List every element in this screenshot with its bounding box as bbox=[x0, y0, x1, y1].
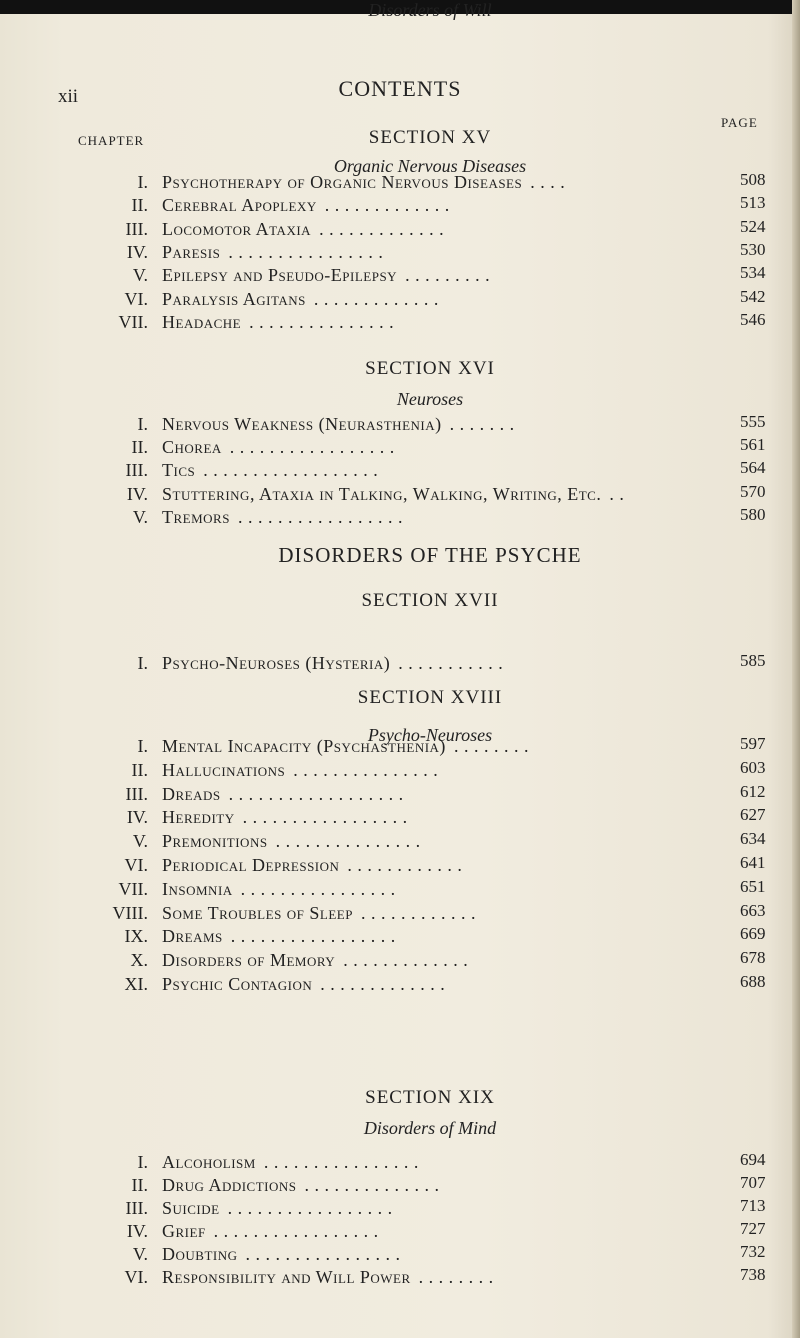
leader-dots: . . . . . . . . bbox=[418, 1267, 494, 1287]
page-ref: 651 bbox=[740, 876, 766, 896]
chapter-title-text: Psychic Contagion bbox=[162, 974, 313, 994]
leader-dots: . . . . . . . . . . . . . . . . bbox=[240, 878, 396, 899]
chapter-title-text: Grief bbox=[162, 1221, 206, 1241]
chapter-title bbox=[162, 653, 503, 674]
leader-dots: . . . . . . . . . . . . . . . . . bbox=[230, 926, 396, 947]
chapter-number: V. bbox=[132, 506, 148, 527]
chapter-title bbox=[162, 484, 624, 505]
toc-entry bbox=[0, 195, 800, 217]
chapter-title-text: Dreams bbox=[162, 926, 223, 947]
chapter-number: VI. bbox=[124, 1267, 148, 1287]
page-ref: 530 bbox=[740, 239, 766, 259]
toc-entry bbox=[0, 781, 800, 806]
toc-entry bbox=[0, 239, 800, 264]
chapter-number: VI. bbox=[124, 855, 148, 875]
section-heading: SECTION XVIII bbox=[357, 687, 503, 708]
section-heading: SECTION XVI bbox=[365, 358, 495, 379]
section-subtitle: Psycho-Neuroses bbox=[367, 725, 493, 745]
chapter-number: I. bbox=[137, 1152, 148, 1172]
section-subtitle: Disorders of Mind bbox=[363, 1118, 497, 1138]
leader-dots: . . . . . . . bbox=[449, 414, 515, 434]
chapter-title-text: Stuttering, Ataxia in Talking, Walking, Writing, Etc. bbox=[162, 483, 602, 504]
chapter-title bbox=[162, 879, 396, 900]
leader-dots: . . . . . . . . . . . . . . . bbox=[249, 311, 395, 332]
toc-entry bbox=[0, 309, 800, 334]
leader-dots: . . . . . . . . . . . . . bbox=[324, 195, 450, 216]
chapter-title-text: Insomnia bbox=[162, 878, 233, 899]
leader-dots: . . . . . . . . . . . . . . . . bbox=[245, 1244, 401, 1264]
chapter-title bbox=[162, 855, 462, 876]
chapter-number: IV. bbox=[126, 1221, 148, 1241]
chapter-title bbox=[162, 784, 404, 805]
chapter-title bbox=[162, 1152, 419, 1173]
chapter-title bbox=[162, 460, 378, 481]
chapter-number: I. bbox=[137, 736, 148, 756]
chapter-title bbox=[162, 926, 396, 947]
chapter-title-text: Chorea bbox=[162, 437, 222, 458]
chapter-title-text: Headache bbox=[162, 311, 242, 332]
leader-dots: . . . . . . . . . . . . . . . bbox=[275, 831, 421, 852]
leader-dots: . . . . . . . . . . . . . . . . . . bbox=[203, 460, 379, 481]
chapter-number: IV. bbox=[126, 807, 148, 828]
chapter-number: III. bbox=[125, 460, 148, 481]
toc-entry bbox=[0, 736, 800, 758]
chapter-number: IX. bbox=[124, 926, 148, 947]
chapter-title bbox=[162, 312, 394, 333]
leader-dots: . . . . . . . . . . . bbox=[398, 653, 504, 673]
page-ref: 732 bbox=[740, 1242, 766, 1261]
toc-entry bbox=[0, 1175, 800, 1197]
leader-dots: . . . . . . . . . . . . . . . . bbox=[263, 1152, 419, 1172]
chapter-title-text: Tics bbox=[162, 460, 196, 481]
chapter-title bbox=[162, 1198, 393, 1219]
chapter-title-text: Mental Incapacity (Psychasthenia) bbox=[162, 736, 446, 756]
toc-entry bbox=[0, 950, 800, 972]
page-ref: 641 bbox=[740, 853, 766, 872]
chapter-title bbox=[162, 195, 450, 216]
chapter-number: I. bbox=[137, 653, 148, 673]
chapter-title-text: Cerebral Apoplexy bbox=[162, 195, 317, 216]
chapter-number: VII. bbox=[118, 878, 148, 899]
chapter-title-text: Disorders of Memory bbox=[162, 950, 336, 971]
leader-dots: . . . . . . . . . . . . . . . . . bbox=[242, 807, 408, 828]
page-ref: 524 bbox=[740, 216, 766, 236]
chapter-title-text: Premonitions bbox=[162, 831, 268, 852]
leader-dots: . . . . . . . . . . . . . bbox=[343, 950, 469, 971]
page-ref: 585 bbox=[740, 651, 766, 670]
leader-dots: . . . . . . . . . . . . . . . . . . bbox=[228, 783, 404, 804]
page-ref: 727 bbox=[740, 1219, 766, 1238]
chapter-title-text: Nervous Weakness (Neurasthenia) bbox=[162, 414, 442, 434]
chapter-number: I. bbox=[137, 414, 148, 434]
chapter-title bbox=[162, 414, 515, 435]
chapter-title bbox=[162, 172, 565, 193]
page-ref: 561 bbox=[740, 435, 766, 455]
toc-entry bbox=[0, 460, 800, 482]
leader-dots: . . . . . . . . . . . . . bbox=[313, 288, 439, 309]
part-heading: DISORDERS OF THE PSYCHE bbox=[278, 543, 582, 567]
leader-dots: . . . . . . . . . . . . . . bbox=[304, 1175, 440, 1195]
toc-entry bbox=[0, 876, 800, 901]
toc-entry bbox=[0, 974, 800, 996]
chapter-title bbox=[162, 736, 529, 757]
page-ref: 546 bbox=[740, 309, 766, 329]
chapter-title-text: Some Troubles of Sleep bbox=[162, 902, 353, 923]
chapter-title-text: Periodical Depression bbox=[162, 855, 340, 875]
page-ref: 669 bbox=[740, 924, 766, 944]
chapter-title-text: Paralysis Agitans bbox=[162, 288, 306, 309]
page-ref: 713 bbox=[740, 1196, 766, 1215]
chapter-number: V. bbox=[132, 1244, 148, 1264]
toc-entry bbox=[0, 900, 800, 925]
chapter-number: II. bbox=[131, 759, 148, 780]
chapter-number: V. bbox=[132, 265, 148, 286]
chapter-title-text: Paresis bbox=[162, 241, 221, 262]
chapter-title-text: Suicide bbox=[162, 1198, 220, 1218]
page-ref: 508 bbox=[740, 170, 766, 189]
leader-dots: . . . . . . . . . . . . bbox=[360, 902, 476, 923]
chapter-title bbox=[162, 1175, 440, 1196]
toc-entry bbox=[0, 757, 800, 782]
section-heading: SECTION XIX bbox=[365, 1087, 495, 1108]
chapter-number: VI. bbox=[124, 288, 148, 309]
chapter-number: X. bbox=[130, 950, 148, 971]
page-ref: 603 bbox=[740, 757, 766, 777]
chapter-title bbox=[162, 265, 490, 286]
leader-dots: . . . . . . . . . . . . bbox=[347, 855, 463, 875]
chapter-title bbox=[162, 1221, 379, 1242]
toc-entry bbox=[0, 265, 800, 287]
chapter-number: IV. bbox=[126, 483, 148, 504]
chapter-title bbox=[162, 507, 403, 528]
page-ref: 694 bbox=[740, 1150, 766, 1169]
chapter-title bbox=[162, 903, 476, 924]
chapter-number: XI. bbox=[124, 974, 148, 994]
toc-entry bbox=[0, 504, 800, 529]
leader-dots: . . . . . . . . . . . . . . . . . bbox=[237, 506, 403, 527]
toc-entry bbox=[0, 653, 800, 675]
page-ref: 738 bbox=[740, 1265, 766, 1284]
chapter-number: V. bbox=[132, 831, 148, 852]
section-heading: SECTION XVII bbox=[361, 590, 499, 611]
chapter-title bbox=[162, 807, 408, 828]
chapter-title-text: Hallucinations bbox=[162, 759, 286, 780]
section-subtitle: Organic Nervous Diseases bbox=[333, 156, 527, 176]
section-heading: SECTION XV bbox=[368, 127, 492, 148]
chapter-title bbox=[162, 1244, 401, 1265]
page-ref: 663 bbox=[740, 900, 766, 920]
chapter-title bbox=[162, 974, 445, 995]
chapter-title-text: Locomotor Ataxia bbox=[162, 218, 312, 239]
page-number: xii bbox=[58, 86, 79, 107]
leader-dots: . . . . . . . . . . . . . . . . . bbox=[227, 1198, 393, 1218]
chapter-title-text: Tremors bbox=[162, 506, 230, 527]
chapter-title bbox=[162, 1267, 494, 1288]
chapter-number: III. bbox=[125, 783, 148, 804]
page-ref: 570 bbox=[740, 481, 766, 501]
leader-dots: . . . . . . . . bbox=[453, 736, 529, 756]
leader-dots: . . . . bbox=[530, 172, 566, 192]
page-ref: 678 bbox=[740, 948, 766, 968]
chapter-title bbox=[162, 289, 439, 310]
toc-entry bbox=[0, 216, 800, 241]
leader-dots: . . . . . . . . . . . . . . . . . bbox=[229, 437, 395, 458]
chapter-title-text: Heredity bbox=[162, 807, 235, 828]
toc-entry bbox=[0, 807, 800, 829]
page-ref: 513 bbox=[740, 193, 766, 213]
chapter-title-text: Psychotherapy of Organic Nervous Diseases bbox=[162, 172, 523, 192]
page-ref: 627 bbox=[740, 805, 766, 825]
page-column-label: PAGE bbox=[721, 115, 758, 130]
chapter-title-text: Doubting bbox=[162, 1244, 238, 1264]
leader-dots: . . . . . . . . . . . . . bbox=[319, 218, 445, 239]
leader-dots: . . . . . . . . . bbox=[405, 265, 491, 286]
chapter-title-text: Drug Addictions bbox=[162, 1175, 297, 1195]
toc-entry bbox=[0, 926, 800, 948]
toc-entry bbox=[0, 831, 800, 853]
toc-entry bbox=[0, 437, 800, 459]
chapter-title bbox=[162, 950, 468, 971]
section-subtitle: Neuroses bbox=[396, 389, 464, 409]
chapter-number: VII. bbox=[118, 311, 148, 332]
chapter-title-text: Responsibility and Will Power bbox=[162, 1267, 411, 1287]
page-ref: 555 bbox=[740, 412, 766, 431]
chapter-title-text: Epilepsy and Pseudo-Epilepsy bbox=[162, 265, 398, 286]
page-ref: 580 bbox=[740, 504, 766, 524]
toc-entry bbox=[0, 481, 800, 506]
chapter-title-text: Alcoholism bbox=[162, 1152, 256, 1172]
chapter-number: II. bbox=[131, 195, 148, 216]
toc-entry bbox=[0, 1198, 800, 1220]
page-ref: 597 bbox=[740, 734, 766, 753]
toc-entry bbox=[0, 172, 800, 194]
toc-entry bbox=[0, 1221, 800, 1243]
toc-entry bbox=[0, 414, 800, 436]
chapter-title bbox=[162, 831, 421, 852]
chapter-title-text: Psycho-Neuroses (Hysteria) bbox=[162, 653, 391, 673]
page-ref: 612 bbox=[740, 781, 766, 801]
chapter-title-text: Dreads bbox=[162, 783, 221, 804]
leader-dots: . . . . . . . . . . . . . . . bbox=[293, 759, 439, 780]
chapter-number: I. bbox=[137, 172, 148, 192]
section-subtitle: Disorders of Will bbox=[368, 0, 492, 20]
page-ref: 534 bbox=[740, 263, 766, 283]
chapter-title bbox=[162, 760, 438, 781]
chapter-number: III. bbox=[125, 218, 148, 239]
page-ref: 634 bbox=[740, 829, 766, 849]
toc-entry bbox=[0, 855, 800, 877]
page-ref: 542 bbox=[740, 286, 766, 306]
leader-dots: . . bbox=[609, 483, 625, 504]
chapter-title bbox=[162, 219, 444, 240]
chapter-number: III. bbox=[125, 1198, 148, 1218]
running-title: CONTENTS bbox=[338, 76, 462, 101]
leader-dots: . . . . . . . . . . . . . bbox=[320, 974, 446, 994]
toc-entry bbox=[0, 1267, 800, 1289]
chapter-number: II. bbox=[131, 1175, 148, 1195]
chapter-number: II. bbox=[131, 437, 148, 458]
leader-dots: . . . . . . . . . . . . . . . . bbox=[228, 241, 384, 262]
chapter-number: VIII. bbox=[112, 902, 148, 923]
chapter-title bbox=[162, 242, 383, 263]
toc-entry bbox=[0, 1244, 800, 1266]
chapter-title bbox=[162, 437, 395, 458]
toc-entry bbox=[0, 1152, 800, 1174]
chapter-column-label: CHAPTER bbox=[78, 133, 145, 148]
leader-dots: . . . . . . . . . . . . . . . . . bbox=[213, 1221, 379, 1241]
page-ref: 707 bbox=[740, 1173, 766, 1192]
chapter-number: IV. bbox=[126, 241, 148, 262]
page-ref: 564 bbox=[740, 458, 766, 478]
toc-entry bbox=[0, 286, 800, 311]
page-ref: 688 bbox=[740, 972, 766, 991]
